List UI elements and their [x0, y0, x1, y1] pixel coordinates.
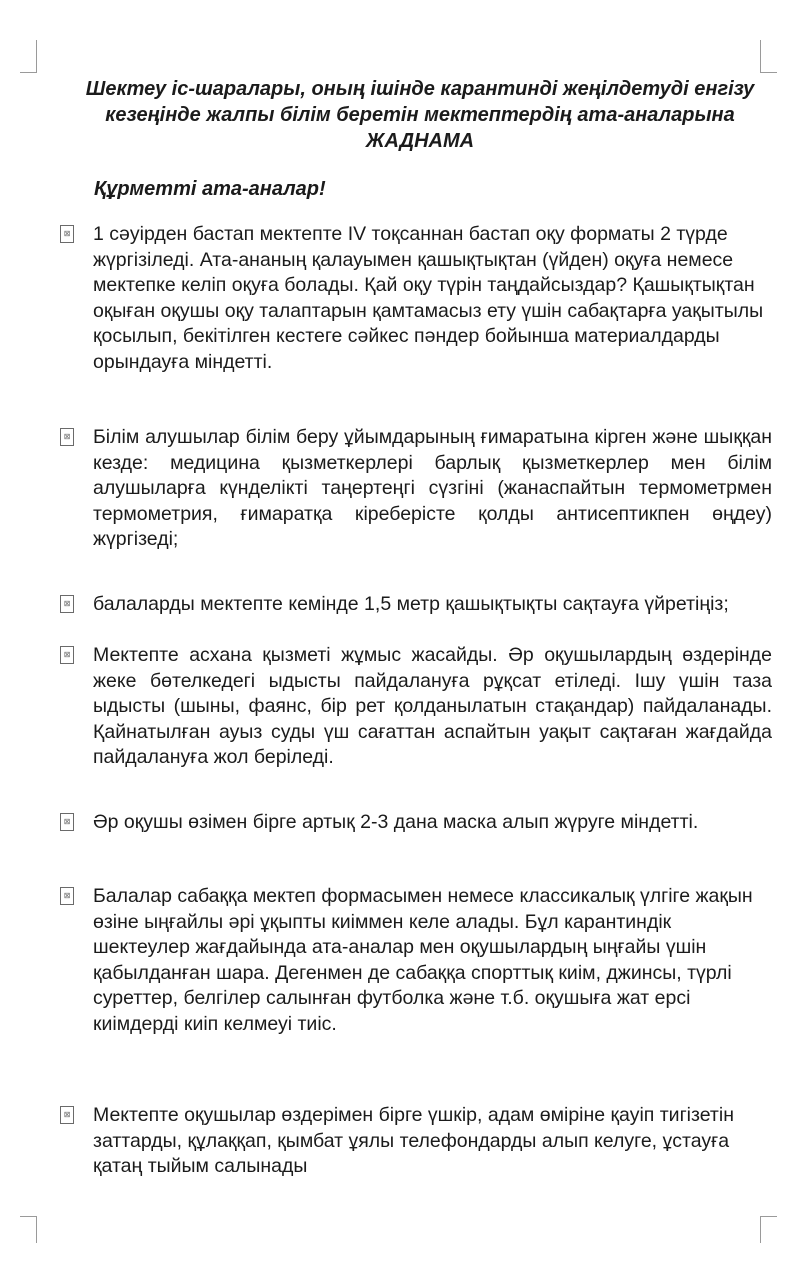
- list-item: [60, 1103, 772, 1180]
- crop-mark-top-right: [760, 40, 777, 73]
- list-item: [60, 425, 772, 553]
- list-item: [60, 643, 772, 771]
- checkbox-icon: ⊠: [60, 887, 74, 905]
- list-item-text: 1 сәуірден бастап мектепте IV тоқсаннан бастап оқу форматы 2 түрде жүргізіледі. Ата-ананың қалауымен қашықтықтан (үйден) оқуға немесе мектепке келіп оқуға болады. Қай оқу түрін таңдайсыздар? Қашықтықтан оқыған оқушы оқу талаптарын қамтамасыз ету үшін сабақтарға уақытылы қосылып, бекітілген кестеге сәйкес пәндер бойынша материалдарды орындауға міндетті.: [93, 223, 764, 373]
- title-line-1: Шектеу іс-шаралары, оның ішінде карантинді жеңілдетуді енгізу: [85, 78, 755, 100]
- document-title: [60, 76, 780, 154]
- checkbox-icon: ⊠: [60, 595, 74, 613]
- list-item: [60, 810, 772, 836]
- greeting: Құрметті ата-аналар!: [94, 178, 326, 200]
- crop-mark-bottom-right: [760, 1216, 777, 1243]
- checkbox-icon: ⊠: [60, 646, 74, 664]
- list-item-text: балаларды мектепте кемінде 1,5 метр қашықтықты сақтауға үйретіңіз;: [93, 593, 729, 615]
- list-item-text: Мектепте асхана қызметі жұмыс жасайды. Әр оқушылардың өздерінде жеке бөтелкедегі ыдысты пайдалануға рұқсат етіледі. Ішу үшін таза ыдысты (шыны, фаянс, бір рет қолданылатын стақандар) пайдаланады. Қайнатылған ауыз суды үш сағаттан аспайтын уақыт сақтаған жағдайда пайдалануға жол беріледі.: [93, 644, 772, 768]
- list-item: [60, 592, 772, 618]
- crop-mark-top-left: [20, 40, 37, 73]
- checkbox-icon: ⊠: [60, 1106, 74, 1124]
- checkbox-icon: ⊠: [60, 225, 74, 243]
- list-item-text: Мектепте оқушылар өздерімен бірге үшкір, адам өміріне қауіп тигізетін заттарды, құлаққап, қымбат ұялы телефондарды алып келуге, ұстауға қатаң тыйым салынады: [93, 1104, 734, 1177]
- list-item: [60, 222, 772, 375]
- checkbox-icon: ⊠: [60, 813, 74, 831]
- list-item-text: Әр оқушы өзімен бірге артық 2-3 дана маска алып жүруге міндетті.: [93, 811, 699, 833]
- list-item-text: Балалар сабаққа мектеп формасымен немесе классикалық үлгіге жақын өзіне ыңғайлы әрі ұқыпты киіммен келе алады. Бұл карантиндік шектеулер жағдайында ата-аналар мен оқушылардың ыңғайы үшін қабылданған шара. Дегенмен де сабаққа спорттық киім, джинсы, түрлі суреттер, белгілер салынған футболка және т.б. оқушыға жат ерсі киімдерді киіп келмеуі тиіс.: [93, 885, 753, 1035]
- list-item-text: Білім алушылар білім беру ұйымдарының ғимаратына кірген және шыққан кезде: медицина қызметкерлері барлық қызметкерлер мен білім алушыларға күнделікті таңертеңгі сүзгіні (жанаспайтын термометрмен термометрия, ғимаратқа кіреберісте қолды антисептикпен өңдеу) жүргізеді;: [93, 426, 772, 550]
- title-line-2: кезеңінде жалпы білім беретін мектептердің ата-аналарына: [105, 104, 735, 126]
- checkbox-icon: ⊠: [60, 428, 74, 446]
- title-line-3: ЖАДНАМА: [365, 130, 475, 152]
- crop-mark-bottom-left: [20, 1216, 37, 1243]
- list-item: [60, 884, 772, 1037]
